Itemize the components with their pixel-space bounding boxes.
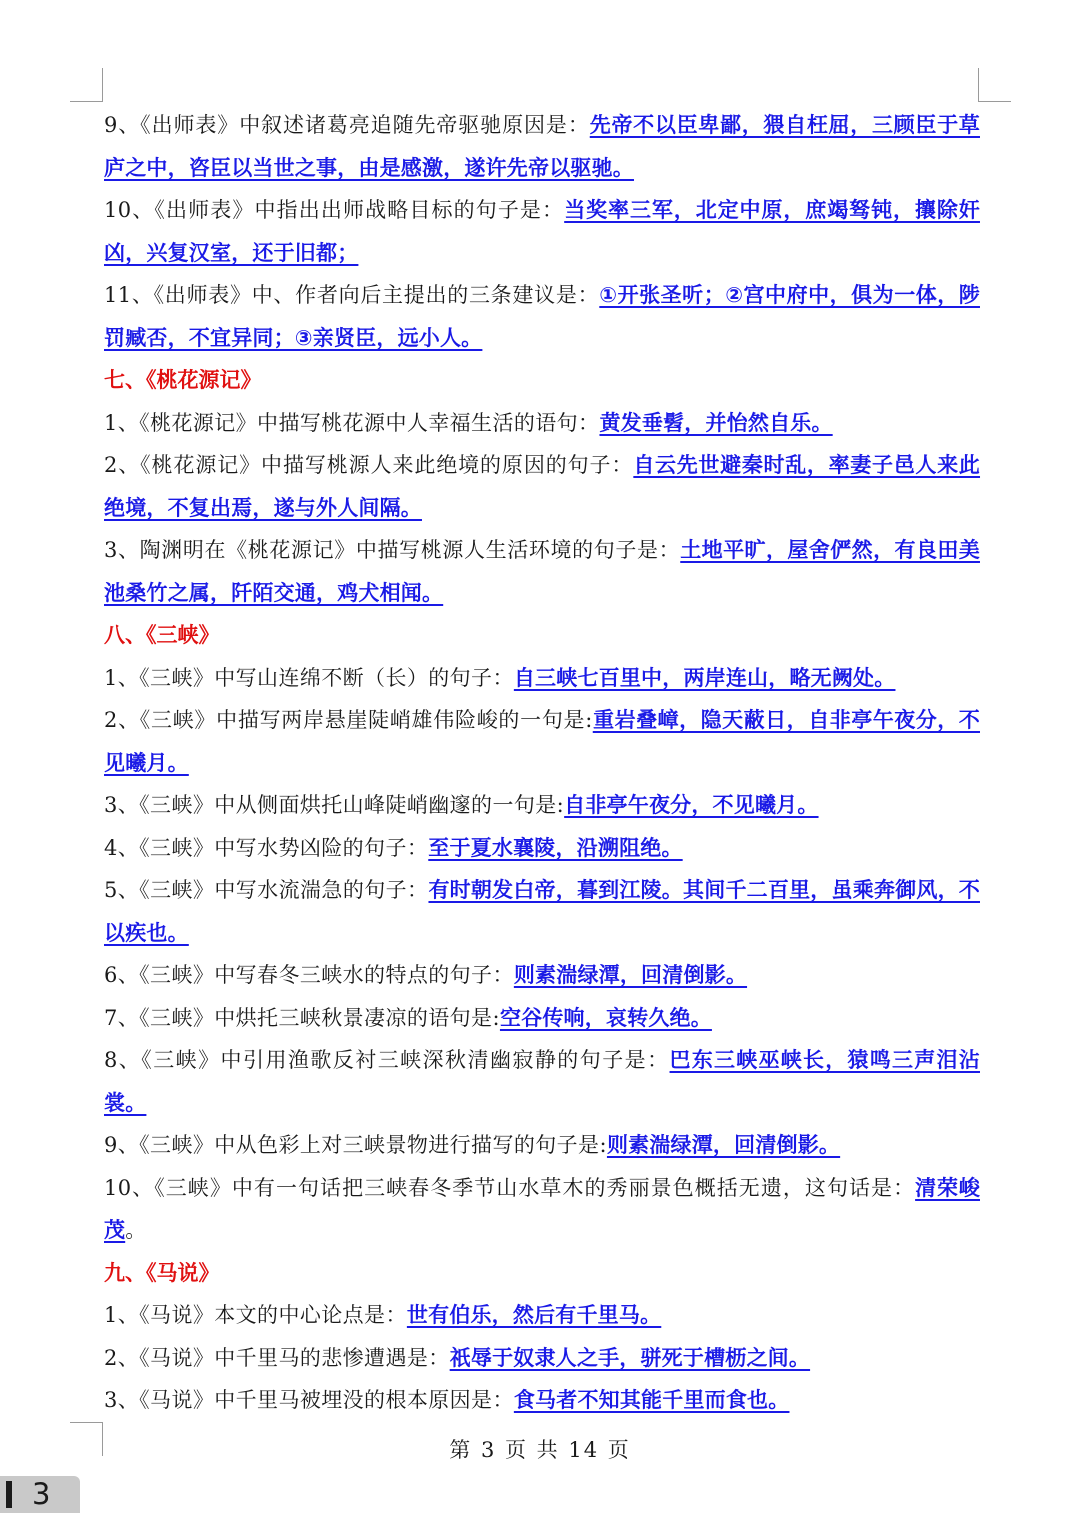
question-text: 3、陶渊明在《桃花源记》中描写桃源人生活环境的句子是： <box>104 538 681 562</box>
question-item <box>104 1337 980 1380</box>
answer-text: 巴东三峡巫峡长，猿鸣三声泪沾裳。 <box>104 1048 980 1115</box>
answer-text: 至于夏水襄陵，沿溯阻绝。 <box>428 835 683 860</box>
question-item <box>104 997 980 1040</box>
question-text: 8、《三峡》中引用渔歌反衬三峡深秋清幽寂静的句子是： <box>104 1048 670 1072</box>
question-text: 2、《三峡》中描写两岸悬崖陡峭雄伟险峻的一句是: <box>104 708 593 732</box>
answer-tail: 。 <box>125 1218 147 1242</box>
page-footer: 第 3 页 共 14 页 <box>449 1438 631 1462</box>
question-item <box>104 954 980 997</box>
answer-text: 土地平旷，屋舍俨然，有良田美池桑竹之属，阡陌交通，鸡犬相闻。 <box>104 538 980 605</box>
question-text: 9、《三峡》中从色彩上对三峡景物进行描写的句子是: <box>104 1133 607 1157</box>
answer-text: 自云先世避秦时乱，率妻子邑人来此绝境，不复出焉，遂与外人间隔。 <box>104 453 981 520</box>
question-item <box>104 699 980 784</box>
corner-mark-top-left <box>102 68 103 102</box>
section-heading: 九、《马说》 <box>104 1260 220 1285</box>
question-item <box>104 657 980 700</box>
answer-text: 先帝不以臣卑鄙，猥自枉屈，三顾臣于草庐之中，咨臣以当世之事，由是感激，遂许先帝以驱驰。 <box>104 113 980 180</box>
corner-mark-bottom-left <box>70 1422 103 1423</box>
question-item <box>104 827 980 870</box>
question-text: 9、《出师表》中叙述诸葛亮追随先帝驱驰原因是： <box>104 113 590 137</box>
answer-text: 重岩叠嶂，隐天蔽日，自非亭午夜分，不见曦月。 <box>104 708 980 775</box>
question-item <box>104 529 980 614</box>
corner-mark-top-right <box>978 68 979 102</box>
answer-text: 自三峡七百里中，两岸连山，略无阙处。 <box>513 665 896 690</box>
question-text: 6、《三峡》中写春冬三峡水的特点的句子： <box>104 963 514 987</box>
question-text: 5、《三峡》中写水流湍急的句子： <box>104 878 429 902</box>
badge-bar-icon <box>6 1481 12 1508</box>
question-text: 1、《三峡》中写山连绵不断（长）的句子： <box>104 665 514 690</box>
question-text: 10、《出师表》中指出出师战略目标的句子是： <box>104 198 565 222</box>
document-body <box>104 104 980 1422</box>
question-item <box>104 1167 980 1252</box>
answer-text: 当奖率三军，北定中原，庶竭驽钝，攘除奸凶，兴复汉室，还于旧都； <box>104 198 980 265</box>
question-text: 2、《马说》中千里马的悲惨遭遇是： <box>104 1345 450 1370</box>
question-text: 7、《三峡》中烘托三峡秋景凄凉的语句是: <box>104 1005 500 1030</box>
question-text: 1、《桃花源记》中描写桃花源中人幸福生活的语句： <box>104 410 600 435</box>
question-item <box>104 869 980 954</box>
question-item <box>104 444 980 529</box>
question-item <box>104 1379 980 1422</box>
section-heading: 八、《三峡》 <box>104 623 220 647</box>
page-badge-number: 3 <box>32 1477 51 1511</box>
answer-text: 清荣峻茂 <box>104 1175 980 1242</box>
question-item <box>104 784 980 827</box>
question-text: 1、《马说》本文的中心论点是： <box>104 1303 407 1327</box>
question-item <box>104 1294 980 1337</box>
answer-text: 自非亭午夜分，不见曦月。 <box>564 793 819 817</box>
answer-text: 食马者不知其能千里而食也。 <box>513 1388 790 1412</box>
question-item <box>104 189 980 274</box>
question-text: 4、《三峡》中写水势凶险的句子： <box>104 835 429 860</box>
answer-text: 有时朝发白帝，暮到江陵。其间千二百里，虽乘奔御风，不以疾也。 <box>104 878 980 945</box>
question-text: 11、《出师表》中、作者向后主提出的三条建议是： <box>104 283 600 307</box>
question-text: 3、《三峡》中从侧面烘托山峰陡峭幽邃的一句是: <box>104 793 565 817</box>
question-item <box>104 104 980 189</box>
question-item <box>104 274 980 359</box>
page-number-badge <box>0 1476 80 1513</box>
answer-text: 祇辱于奴隶人之手，骈死于槽枥之间。 <box>449 1345 811 1370</box>
section-heading: 七、《桃花源记》 <box>104 368 262 392</box>
answer-text: 则素湍绿潭，回清倒影。 <box>606 1133 841 1157</box>
question-text: 2、《桃花源记》中描写桃源人来此绝境的原因的句子： <box>104 453 634 477</box>
question-text: 10、《三峡》中有一句话把三峡春冬季节山水草木的秀丽景色概括无遗，这句话是： <box>104 1175 916 1200</box>
question-text: 3、《马说》中千里马被埋没的根本原因是： <box>104 1388 514 1412</box>
question-item <box>104 1039 980 1124</box>
answer-text: 黄发垂髫，并怡然自乐。 <box>599 410 833 435</box>
answer-text: 世有伯乐，然后有千里马。 <box>406 1303 662 1327</box>
corner-mark-top-right <box>978 101 1011 102</box>
question-item <box>104 402 980 445</box>
answer-text: 空谷传响，哀转久绝。 <box>499 1005 712 1030</box>
answer-text: 则素湍绿潭，回清倒影。 <box>513 963 748 987</box>
question-item <box>104 1124 980 1167</box>
answer-text: ①开张圣听；②宫中府中，俱为一体，陟罚臧否，不宜异同；③亲贤臣，远小人。 <box>104 283 980 350</box>
corner-mark-top-left <box>70 101 103 102</box>
